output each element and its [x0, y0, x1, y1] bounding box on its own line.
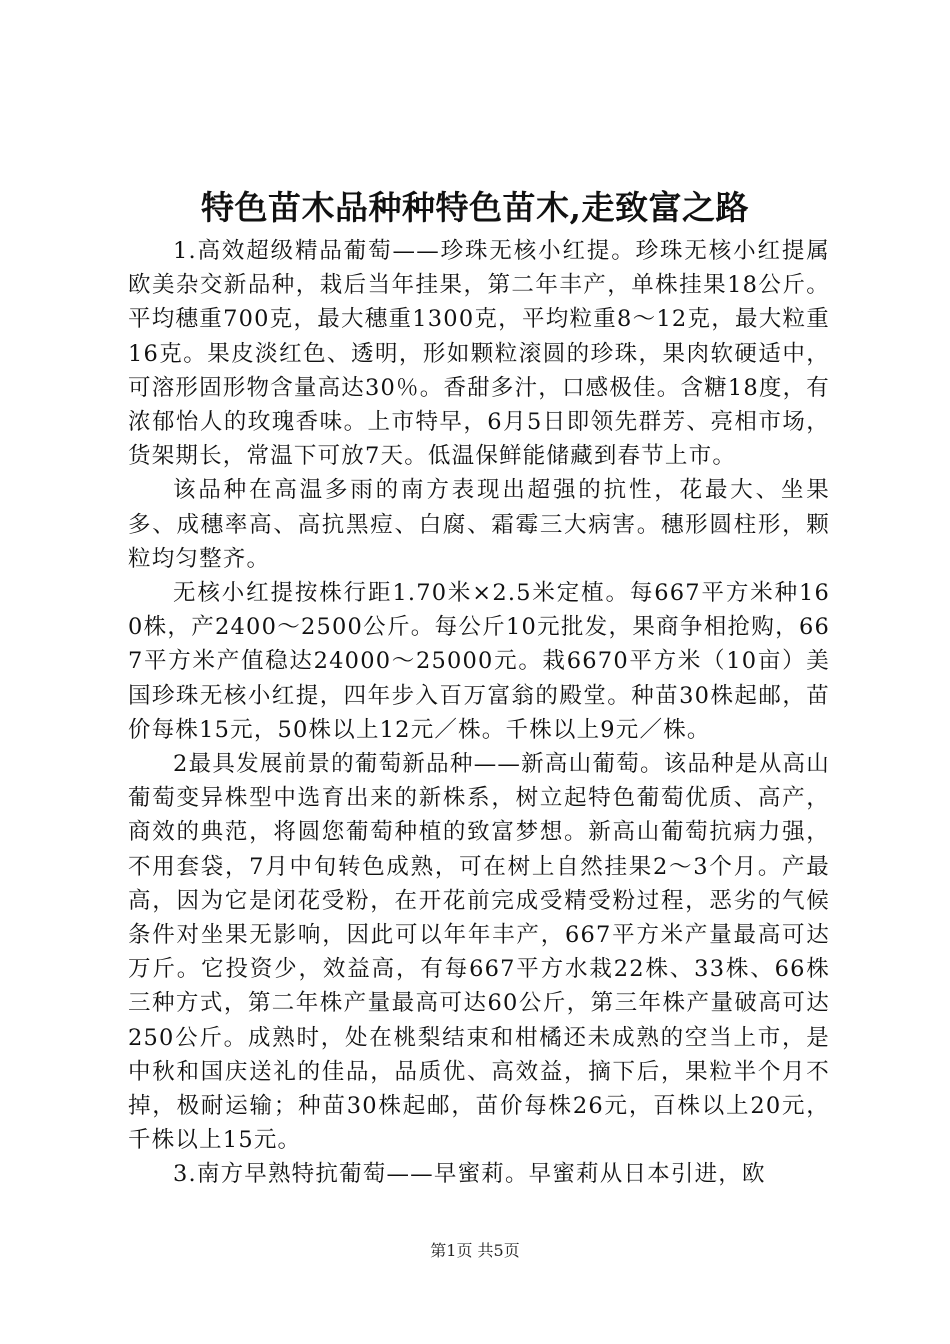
page-footer: [0, 1240, 950, 1262]
paragraph: 3.南方早熟特抗葡萄——早蜜莉。早蜜莉从日本引进，欧: [173, 1161, 766, 1188]
paragraph: 无核小红提按株行距1.70米×2.5米定植。每667平方米种160株，产2400～2500公斤。每公斤10元批发，果商争相抢购，667平方米产值稳达24000～25000元。栽6670平方米（10亩）美国珍珠无核小红提，四年步入百万富翁的殿堂。种苗30株起邮，苗价每株15元，50株以上12元／株。千株以上9元／株。: [128, 580, 830, 743]
document-title: 特色苗木品种种特色苗木,走致富之路: [201, 188, 749, 227]
paragraph: 2最具发展前景的葡萄新品种——新高山葡萄。该品种是从高山葡萄变异株型中选育出来的新株系，树立起特色葡萄优质、高产，商效的典范，将圆您葡萄种植的致富梦想。新高山葡萄抗病力强，不用套袋，7月中旬转色成熟，可在树上自然挂果2～3个月。产最高，因为它是闭花受粉，在开花前完成受精受粉过程，恶劣的气候条件对坐果无影响，因此可以年年丰产，667平方米产量最高可达万斤。它投资少，效益高，有每667平方水栽22株、33株、66株三种方式，第二年株产量最高可达60公斤，第三年株产量破高可达250公斤。成熟时，处在桃梨结束和柑橘还未成熟的空当上市，是中秋和国庆送礼的佳品，品质优、高效益，摘下后，果粒半个月不掉，极耐运输；种苗30株起邮，苗价每株26元，百株以上20元，千株以上15元。: [128, 751, 830, 1154]
page-number-indicator: 第1页 共5页: [430, 1241, 520, 1260]
paragraph: 1.高效超级精品葡萄——珍珠无核小红提。珍珠无核小红提属欧美杂交新品种，栽后当年挂果，第二年丰产，单株挂果18公斤。平均穗重700克，最大穗重1300克，平均粒重8～12克，最大粒重16克。果皮淡红色、透明，形如颗粒滚圆的珍珠，果肉软硬适中，可溶形固形物含量高达30％。香甜多汁，口感极佳。含糖18度，有浓郁怡人的玫瑰香味。上市特早，6月5日即领先群芳、亮相市场，货架期长，常温下可放7天。低温保鲜能储藏到春节上市。: [128, 238, 830, 470]
paragraph: 该品种在高温多雨的南方表现出超强的抗性，花最大、坐果多、成穗率高、高抗黑痘、白腐、霜霉三大病害。穗形圆柱形，颗粒均匀整齐。: [128, 477, 830, 572]
document-body: [128, 234, 830, 1192]
